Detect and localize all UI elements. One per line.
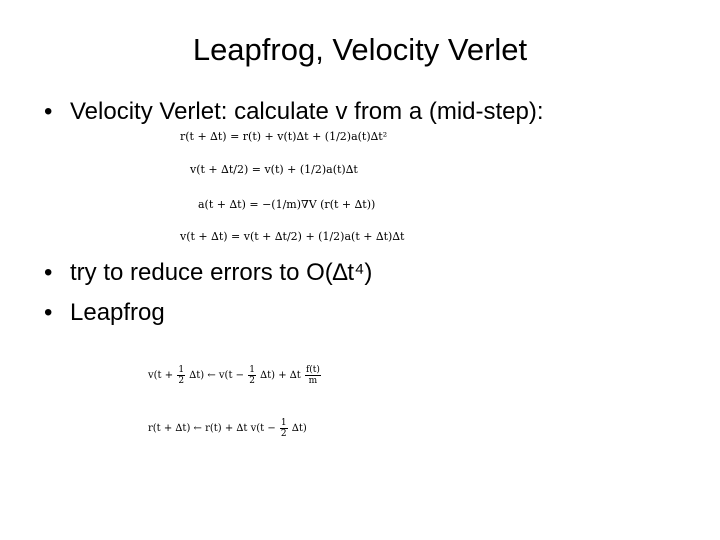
equation-part: ∆t) xyxy=(291,423,307,434)
leapfrog-equation-position xyxy=(148,418,307,439)
velocity-verlet-equation-full-step-velocity: v(t + ∆t) = v(t + ∆t/2) + (1/2)a(t + ∆t)∆t xyxy=(180,230,405,243)
equation-part: v(t + xyxy=(148,370,174,381)
bullet-text: Velocity Verlet: calculate v from a (mid-step): xyxy=(70,98,544,125)
bullet-marker: • xyxy=(44,98,53,125)
bullet-text: Leapfrog xyxy=(70,299,165,326)
velocity-verlet-equation-half-step-velocity: v(t + ∆t/2) = v(t) + (1/2)a(t)∆t xyxy=(190,163,358,176)
fraction-one-half: $\frac{1}{2}$ xyxy=(249,365,255,386)
slide-title: Leapfrog, Velocity Verlet xyxy=(192,32,528,67)
leapfrog-equation-velocity xyxy=(148,365,322,386)
bullet-marker: • xyxy=(44,299,53,326)
velocity-verlet-equation-position: r(t + ∆t) = r(t) + v(t)∆t + (1/2)a(t)∆t² xyxy=(180,130,388,143)
bullet-velocity-verlet xyxy=(44,97,544,127)
fraction-one-half: $\frac{1}{2}$ xyxy=(280,418,287,439)
equation-part: r(t + ∆t) ← r(t) + ∆t v(t − xyxy=(148,423,276,434)
velocity-verlet-equation-acceleration: a(t + ∆t) = −(1/m)∇V (r(t + ∆t)) xyxy=(198,198,376,211)
bullet-text: try to reduce errors to O(∆t⁴) xyxy=(70,259,373,286)
bullet-marker: • xyxy=(44,259,53,286)
bullet-leapfrog xyxy=(44,298,165,328)
equation-part: ∆t) ← v(t − xyxy=(189,370,245,381)
fraction-one-half: $\frac{1}{2}$ xyxy=(178,365,185,386)
fraction-force-over-mass: $\frac{f(t)}{m}$ xyxy=(305,365,320,386)
bullet-reduce-errors xyxy=(44,258,372,288)
equation-part: ∆t) + ∆t xyxy=(260,370,301,381)
